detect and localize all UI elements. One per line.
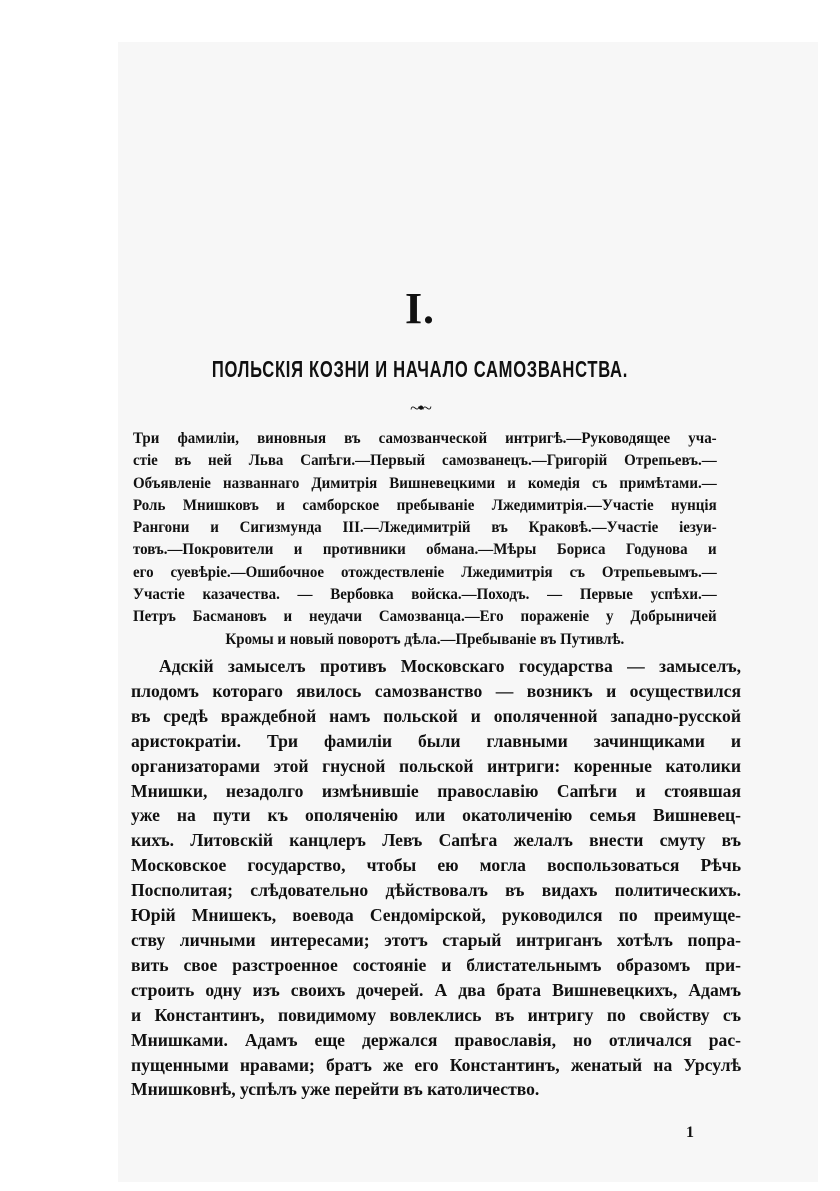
summary-line: Три фамиліи, виновныя въ самозванческой интригѣ.—Руководящее уча- (133, 430, 717, 447)
body-line: ству личными интересами; этотъ старый интриганъ хотѣлъ попра- (131, 929, 741, 950)
body-line: Мнишками. Адамъ еще держался православія, но отличался рас- (131, 1029, 741, 1050)
body-line: уже на пути къ ополяченію или окатоличенію семья Вишневец- (131, 805, 741, 826)
body-line: въ средѣ враждебной намъ польской и ополяченной западно-русской (131, 705, 741, 726)
chapter-number: I. (404, 284, 436, 333)
chapter-title: ПОЛЬСКІЯ КОЗНИ И НАЧАЛО САМОЗВАНСТВА. (211, 356, 629, 382)
summary-line: Петръ Басмановъ и неудачи Самозванца.—Его пораженіе у Добрыничей (133, 608, 717, 626)
summary-line: Участіе казачества. — Вербовка войска.—Походъ. — Первые успѣхи.— (133, 586, 717, 604)
body-line: вить свое разстроенное состояніе и блистательнымъ образомъ при- (131, 954, 741, 975)
summary-line: Роль Мнишковъ и самборское пребываніе Лжедимитрія.—Участіе нунція (133, 496, 717, 514)
body-line: Мнишковнѣ, успѣлъ уже перейти въ католичество. (131, 1079, 540, 1100)
body-line: пущенными нравами; братъ же его Константинъ, женатый на Урсулѣ (131, 1054, 741, 1075)
body-line: кихъ. Литовскій канцлеръ Левъ Сапѣга желалъ внести смуту въ (131, 830, 741, 851)
summary-line: Рангони и Сигизмунда III.—Лжедимитрій въ Краковѣ.—Участіе іезуи- (133, 519, 717, 537)
body-line: Московское государство, чтобы ею могла воспользоваться Рѣчь (131, 855, 741, 876)
body-line: Посполитая; слѣдовательно дѣйствовалъ въ видахъ политическихъ. (131, 880, 741, 901)
summary-line: товъ.—Покровители и противники обмана.—Мѣры Бориса Годунова и (133, 541, 717, 559)
summary-line: Объявленіе названнаго Димитрія Вишневецкими и комедія съ примѣтами.— (133, 474, 717, 492)
body-line: Адскій замыселъ противъ Московскаго государства — замыселъ, (159, 656, 741, 676)
summary-line: его суевѣріе.—Ошибочное отождествленіе Лжедимитрія съ Отрепьевымъ.— (133, 563, 717, 581)
body-line: Мнишки, незадолго измѣнившіе православію Сапѣги и стоявшая (131, 780, 741, 801)
body-line: аристократіи. Три фамиліи были главными зачинщиками и (131, 730, 741, 751)
chapter-summary (133, 428, 717, 651)
ornament-divider: ~•~ (410, 398, 430, 418)
body-line: и Константинъ, повидимому вовлеклись въ интригу по свойству съ (131, 1004, 741, 1025)
summary-line: стіе въ ней Льва Сапѣги.—Первый самозванецъ.—Григорій Отрепьевъ.— (133, 452, 717, 470)
summary-line: Кромы и новый поворотъ дѣла.—Пребываніе въ Путивлѣ. (225, 630, 625, 648)
body-paragraph (131, 654, 741, 1102)
body-line: Юрій Мнишекъ, воевода Сендомірской, руководился по преимуще- (131, 905, 741, 926)
body-line: организаторами этой гнусной польской интриги: коренные католики (131, 755, 741, 776)
body-line: строить одну изъ своихъ дочерей. А два брата Вишневецкихъ, Адамъ (131, 979, 741, 1000)
body-line: плодомъ котораго явилось самозванство — возникъ и осуществился (131, 680, 741, 701)
page-number: 1 (686, 1124, 694, 1141)
